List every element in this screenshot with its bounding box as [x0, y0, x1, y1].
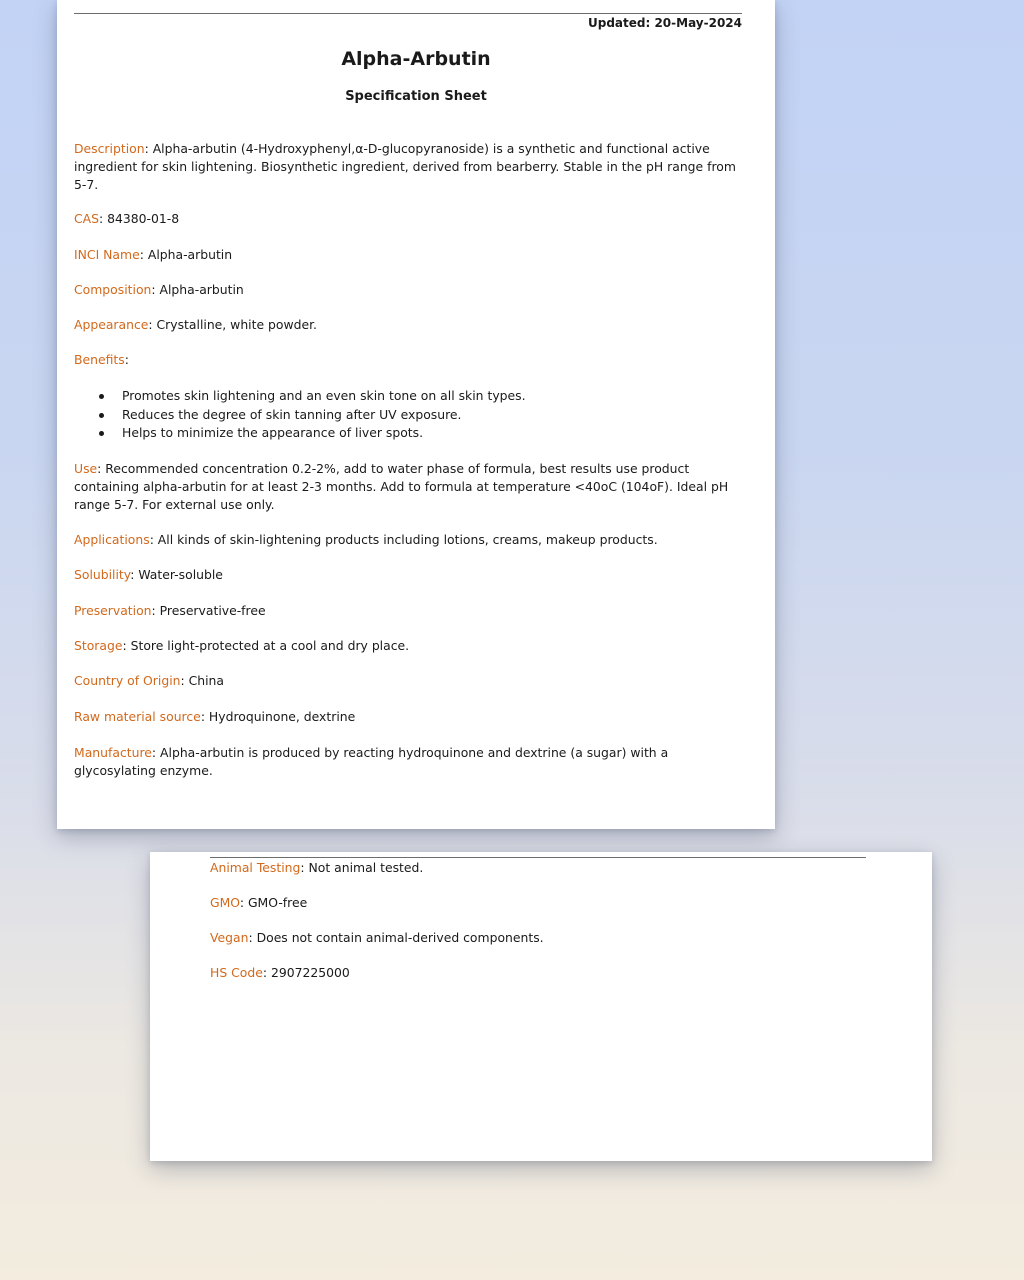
field-cas — [74, 210, 746, 228]
field-solubility — [74, 566, 746, 584]
field-description — [74, 140, 746, 193]
benefit-item: Helps to minimize the appearance of liver spots. — [74, 424, 526, 443]
field-value: : Alpha-arbutin — [151, 282, 244, 297]
field-value: : — [124, 352, 129, 367]
field-inci-name — [74, 246, 746, 264]
field-animal-testing — [210, 859, 870, 877]
field-hs-code — [210, 964, 870, 982]
field-value: : Crystalline, white powder. — [148, 317, 317, 332]
field-label: INCI Name — [74, 247, 140, 262]
field-value: : China — [180, 673, 225, 688]
spec-sheet-page-1 — [57, 0, 775, 829]
field-label: Manufacture — [74, 745, 152, 760]
header-rule — [74, 13, 742, 14]
field-label: HS Code — [210, 965, 263, 980]
field-gmo — [210, 894, 870, 912]
field-manufacture — [74, 744, 746, 780]
field-value: : Not animal tested. — [300, 860, 424, 875]
field-value: : Alpha-arbutin — [139, 247, 233, 262]
field-label: Benefits — [74, 352, 125, 367]
spec-sheet-page-2 — [150, 852, 932, 1161]
field-label: CAS — [74, 211, 99, 226]
field-value: : Alpha-arbutin (4-Hydroxyphenyl,α-D-glucopyranoside) is a synthetic and functional active ingredient for skin lightening. Biosynthetic ingredient, derived from bearberry. Stable in the pH range from 5-7. — [74, 141, 736, 192]
field-label: GMO — [210, 895, 240, 910]
field-value: : Hydroquinone, dextrine — [200, 709, 356, 724]
field-label: Appearance — [74, 317, 149, 332]
field-label: Description — [74, 141, 145, 156]
field-value: : Does not contain animal-derived components. — [248, 930, 544, 945]
field-label: Vegan — [210, 930, 249, 945]
field-label: Raw material source — [74, 709, 201, 724]
field-appearance — [74, 316, 746, 334]
field-value: : 2907225000 — [262, 965, 350, 980]
field-value: : Preservative-free — [151, 603, 266, 618]
field-value: : Store light-protected at a cool and dry place. — [122, 638, 410, 653]
field-label: Composition — [74, 282, 152, 297]
field-vegan — [210, 929, 870, 947]
field-composition — [74, 281, 746, 299]
field-label: Preservation — [74, 603, 152, 618]
field-label: Solubility — [74, 567, 131, 582]
field-label: Country of Origin — [74, 673, 181, 688]
field-label: Animal Testing — [210, 860, 301, 875]
field-preservation — [74, 602, 746, 620]
field-value: : Alpha-arbutin is produced by reacting hydroquinone and dextrine (a sugar) with a glycosylating enzyme. — [74, 745, 669, 778]
field-value: : Recommended concentration 0.2-2%, add to water phase of formula, best results use product containing alpha-arbutin for at least 2-3 months. Add to formula at temperature <40oC (104oF). Ideal pH range 5-7. For external use only. — [74, 461, 729, 512]
document-subtitle: Specification Sheet — [345, 89, 487, 104]
field-label: Use — [74, 461, 98, 476]
field-storage — [74, 637, 746, 655]
field-label: Applications — [74, 532, 150, 547]
field-applications — [74, 531, 746, 549]
field-value: : GMO-free — [239, 895, 308, 910]
field-value: : All kinds of skin-lightening products including lotions, creams, makeup products. — [149, 532, 658, 547]
header-rule — [210, 857, 866, 858]
field-country-of-origin — [74, 672, 746, 690]
benefits-list — [74, 387, 526, 443]
field-label: Storage — [74, 638, 123, 653]
updated-date: Updated: 20-May-2024 — [587, 16, 742, 30]
benefit-item: Promotes skin lightening and an even skin tone on all skin types. — [74, 387, 526, 406]
field-value: : Water-soluble — [130, 567, 223, 582]
field-benefits — [74, 351, 746, 369]
benefit-item: Reduces the degree of skin tanning after UV exposure. — [74, 406, 526, 425]
document-title: Alpha-Arbutin — [341, 48, 491, 70]
field-use — [74, 460, 746, 513]
field-value: : 84380-01-8 — [99, 211, 180, 226]
field-raw-material-source — [74, 708, 746, 726]
